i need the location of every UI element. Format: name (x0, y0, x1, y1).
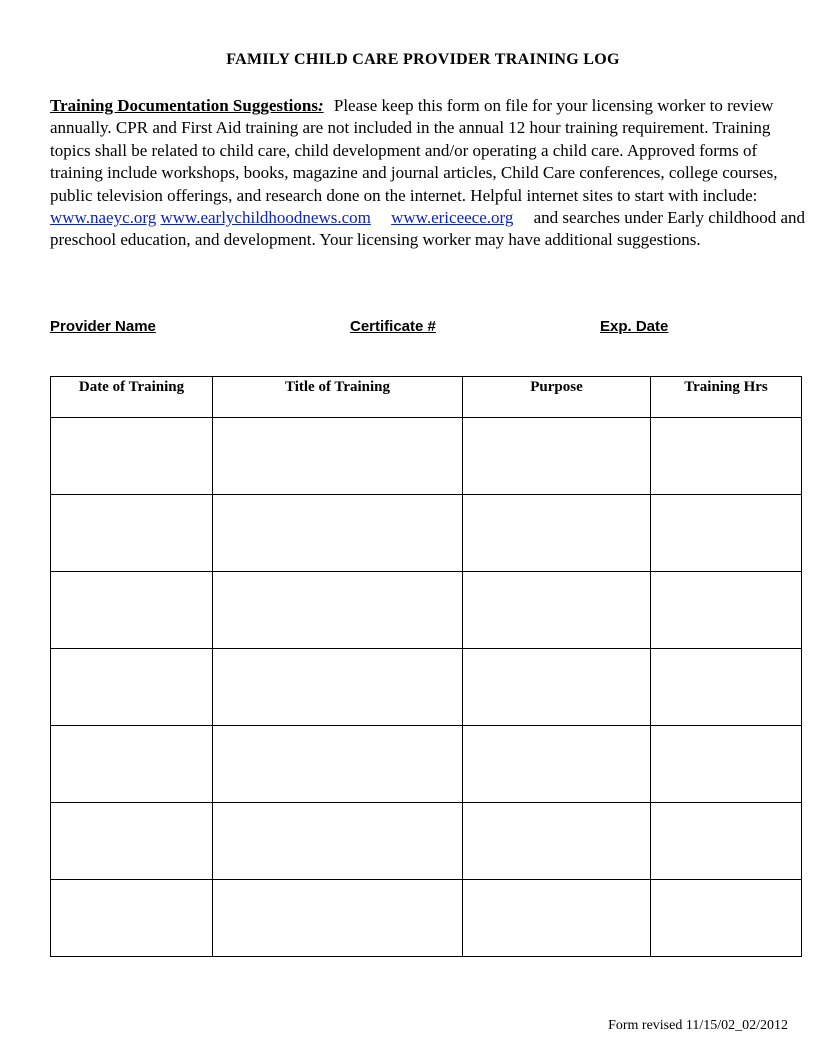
entry-cell-date[interactable] (51, 880, 213, 957)
entry-cell-date[interactable] (51, 572, 213, 649)
entry-cell-date[interactable] (51, 649, 213, 726)
header-purpose: Purpose (463, 377, 651, 418)
entry-cell-hours[interactable] (651, 726, 802, 803)
entry-cell-purpose[interactable] (463, 418, 651, 495)
header-training-hrs: Training Hrs (651, 377, 802, 418)
entry-cell-hours[interactable] (651, 803, 802, 880)
entry-cell-hours[interactable] (651, 572, 802, 649)
entry-cell-purpose[interactable] (463, 572, 651, 649)
table-row (51, 495, 802, 572)
entry-cell-hours[interactable] (651, 418, 802, 495)
document-title: FAMILY CHILD CARE PROVIDER TRAINING LOG (226, 51, 620, 68)
entry-cell-title[interactable] (213, 803, 463, 880)
entry-cell-purpose[interactable] (463, 726, 651, 803)
link-earlychildhoodnews[interactable]: www.earlychildhoodnews.com (160, 208, 371, 228)
link-ericeece[interactable]: www.ericeece.org (391, 208, 514, 228)
entry-cell-date[interactable] (51, 803, 213, 880)
suggestions-text: Please keep this form on file for your licensing worker to review annually. CPR and First Aid training are not included in the annual 12 hour training requirement. Training topics shall be related to child care, child development and/or operating a child care. Approved forms of training include workshops, books, magazine and journal articles, Child Care conferences, college courses, public television offerings, and research done on the internet. Helpful internet sites to start with include: (50, 96, 778, 205)
training-suggestions-paragraph (50, 95, 810, 252)
entry-cell-title[interactable] (213, 572, 463, 649)
exp-date-label: Exp. Date (600, 318, 669, 335)
entry-cell-title[interactable] (213, 880, 463, 957)
entry-cell-purpose[interactable] (463, 495, 651, 572)
entry-cell-purpose[interactable] (463, 880, 651, 957)
form-revision-note: Form revised 11/15/02_02/2012 (608, 1018, 788, 1033)
table-row (51, 803, 802, 880)
header-title-of-training: Title of Training (213, 377, 463, 418)
table-row (51, 572, 802, 649)
entry-cell-date[interactable] (51, 726, 213, 803)
entry-cell-title[interactable] (213, 649, 463, 726)
table-row (51, 880, 802, 957)
entry-cell-hours[interactable] (651, 649, 802, 726)
table-row (51, 418, 802, 495)
training-log-table (50, 376, 802, 957)
certificate-label: Certificate # (350, 318, 436, 335)
table-row (51, 726, 802, 803)
suggestions-heading: Training Documentation Suggestions (50, 96, 318, 115)
link-naeyc[interactable]: www.naeyc.org (50, 208, 157, 228)
suggestions-text-end: and searches under Early childhood and preschool education, and development. Your licensing worker may have additional suggestions. (50, 208, 806, 250)
header-date-of-training: Date of Training (51, 377, 213, 418)
entry-cell-purpose[interactable] (463, 803, 651, 880)
entry-cell-title[interactable] (213, 418, 463, 495)
entry-cell-date[interactable] (51, 418, 213, 495)
entry-cell-title[interactable] (213, 495, 463, 572)
entry-cell-purpose[interactable] (463, 649, 651, 726)
table-row (51, 649, 802, 726)
entry-cell-hours[interactable] (651, 495, 802, 572)
entry-cell-date[interactable] (51, 495, 213, 572)
entry-cell-title[interactable] (213, 726, 463, 803)
provider-name-label: Provider Name (50, 318, 156, 335)
suggestions-heading-colon: : (317, 96, 324, 115)
entry-cell-hours[interactable] (651, 880, 802, 957)
table-header-row (51, 377, 802, 418)
